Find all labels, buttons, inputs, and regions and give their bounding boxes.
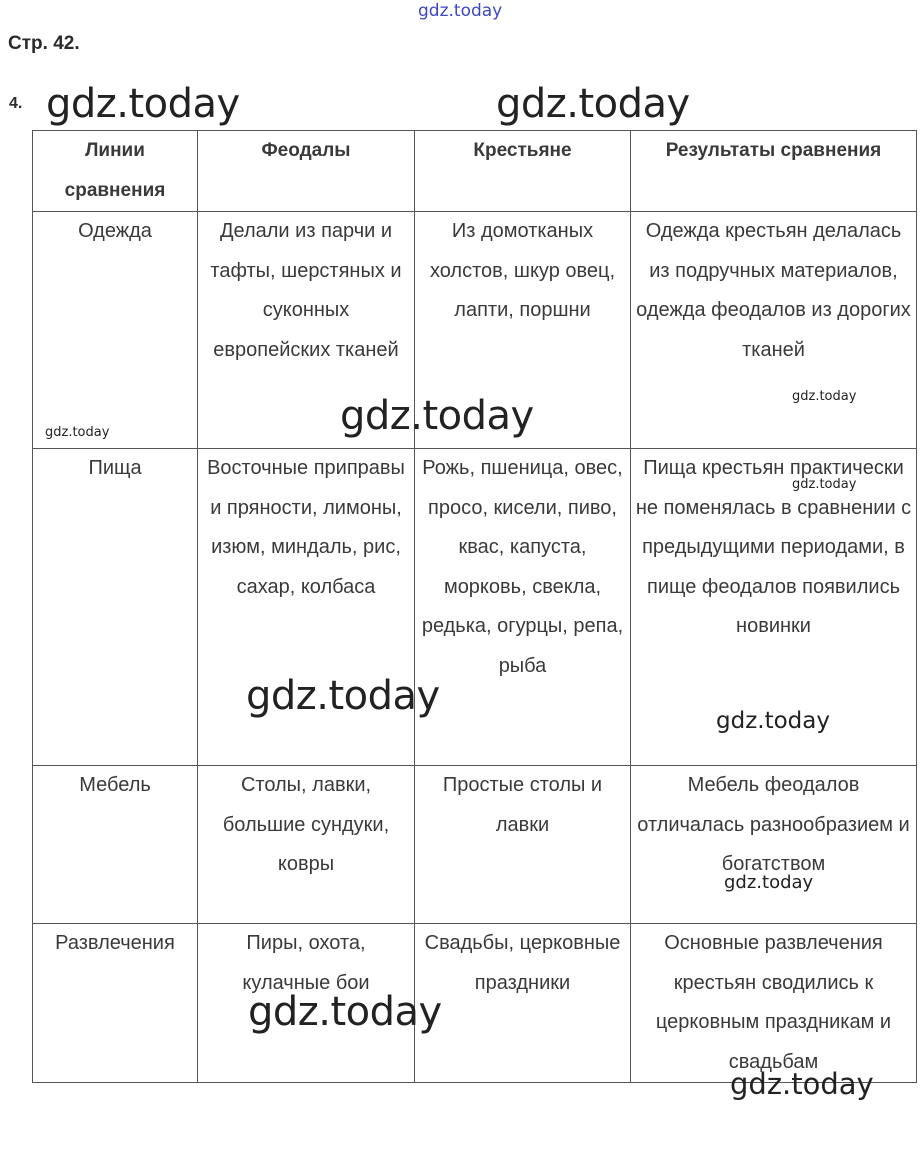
cell-feudals: Столы, лавки, большие сундуки, ковры <box>198 766 415 924</box>
cell-result: Мебель феодалов отличалась разнообразием и богатством <box>631 766 917 924</box>
table-row <box>33 766 917 924</box>
cell-line: Пища <box>33 449 198 766</box>
cell-result: Пища крестьян практически не поменялась в сравнении с предыдущими периодами, в пище феодалов появились новинки <box>631 449 917 766</box>
cell-feudals: Пиры, охота, кулачные бои <box>198 924 415 1083</box>
table-row <box>33 924 917 1083</box>
watermark: gdz.today <box>246 673 440 719</box>
header-peasants: Крестьяне <box>415 131 631 212</box>
cell-feudals: Делали из парчи и тафты, шерстяных и суконных европейских тканей <box>198 212 415 449</box>
watermark: gdz.today <box>716 708 830 734</box>
header-lines: Линии сравнения <box>33 131 198 212</box>
task-number: 4. <box>9 95 23 112</box>
cell-result: Основные развлечения крестьян сводились к церковным праздникам и свадьбам <box>631 924 917 1083</box>
header-results: Результаты сравнения <box>631 131 917 212</box>
cell-line: Мебель <box>33 766 198 924</box>
watermark: gdz.today <box>730 1067 874 1101</box>
header-feudals: Феодалы <box>198 131 415 212</box>
cell-peasants: Свадьбы, церковные праздники <box>415 924 631 1083</box>
cell-peasants: Простые столы и лавки <box>415 766 631 924</box>
watermark: gdz.today <box>792 389 857 404</box>
watermark: gdz.today <box>496 81 690 127</box>
page-reference: Стр. 42. <box>8 33 80 54</box>
watermark: gdz.today <box>724 872 814 893</box>
watermark: gdz.today <box>46 81 240 127</box>
table-header-row <box>33 131 917 212</box>
cell-line: Развлечения <box>33 924 198 1083</box>
cell-result: Одежда крестьян делалась из подручных материалов, одежда феодалов из дорогих тканей <box>631 212 917 449</box>
watermark: gdz.today <box>792 477 857 492</box>
cell-peasants: Рожь, пшеница, овес, просо, кисели, пиво, квас, капуста, морковь, свекла, редька, огурцы, репа, рыба <box>415 449 631 766</box>
watermark: gdz.today <box>340 393 534 439</box>
cell-line: Одежда <box>33 212 198 449</box>
watermark: gdz.today <box>45 425 110 440</box>
watermark: gdz.today <box>248 989 442 1035</box>
comparison-table <box>32 130 917 1083</box>
cell-peasants: Из домотканых холстов, шкур овец, лапти, поршни <box>415 212 631 449</box>
cell-feudals: Восточные приправы и пряности, лимоны, изюм, миндаль, рис, сахар, колбаса <box>198 449 415 766</box>
watermark: gdz.today <box>418 1 503 21</box>
